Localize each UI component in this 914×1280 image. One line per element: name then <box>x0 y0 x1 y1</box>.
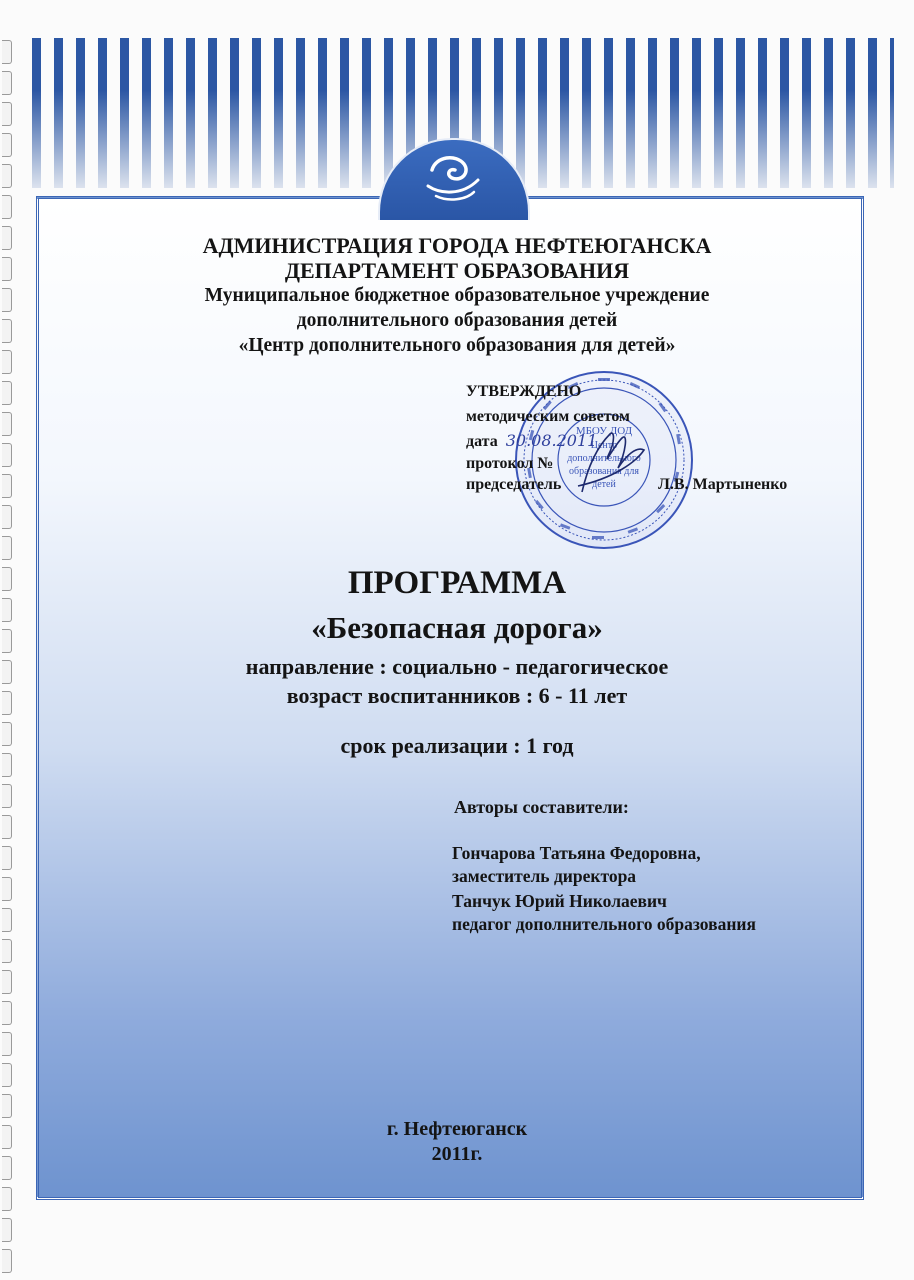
binding-ring <box>2 970 12 994</box>
author-1-name: Гончарова Татьяна Федоровна, <box>452 843 701 863</box>
binding-ring <box>2 133 12 157</box>
author-1-role: заместитель директора <box>452 866 637 886</box>
binding-ring <box>2 846 12 870</box>
header-department: ДЕПАРТАМЕНТ ОБРАЗОВАНИЯ <box>284 258 630 283</box>
approved-label: УТВЕРЖДЕНО <box>466 383 582 400</box>
program-direction: направление : социально - педагогическое <box>245 654 669 679</box>
protocol-label: протокол № <box>466 455 554 472</box>
binding-ring <box>2 71 12 95</box>
approved-by: методическим советом <box>466 408 630 425</box>
binding-ring <box>2 505 12 529</box>
header-institution-name: «Центр дополнительного образования для детей» <box>238 335 676 356</box>
seal-line-5: детей <box>592 479 616 490</box>
seal-line-3: дополнительного <box>567 453 641 464</box>
binding-ring <box>2 815 12 839</box>
binding-ring <box>2 908 12 932</box>
binding-ring <box>2 102 12 126</box>
header-administration: АДМИНИСТРАЦИЯ ГОРОДА НЕФТЕЮГАНСКА <box>202 233 712 258</box>
program-heading: ПРОГРАММА <box>347 565 567 601</box>
footer-year: 2011г. <box>431 1143 483 1165</box>
binding-ring <box>2 40 12 64</box>
chair-name: Л.В. Мартыненко <box>658 476 788 493</box>
seal-line-1: МБОУ ДОД <box>575 425 633 437</box>
authors-heading: Авторы составители: <box>454 797 629 817</box>
binding-ring <box>2 1249 12 1273</box>
seal-line-2: Центр <box>590 440 618 451</box>
binding-ring <box>2 1063 12 1087</box>
binding-ring <box>2 474 12 498</box>
author-2-name: Танчук Юрий Николаевич <box>452 891 667 911</box>
binding-ring <box>2 1001 12 1025</box>
program-age: возраст воспитанников : 6 - 11 лет <box>286 683 628 708</box>
header-institution-type-2: дополнительного образования детей <box>296 310 618 331</box>
binding-ring <box>2 381 12 405</box>
binding-ring <box>2 412 12 436</box>
binding-ring <box>2 536 12 560</box>
header-institution-type: Муниципальное бюджетное образовательное учреждение <box>204 285 710 306</box>
binding-ring <box>2 195 12 219</box>
chair-label: председатель <box>466 476 562 493</box>
author-2-role: педагог дополнительного образования <box>452 914 756 934</box>
binding-ring <box>2 1218 12 1242</box>
footer-city: г. Нефтеюганск <box>386 1118 528 1140</box>
program-term: срок реализации : 1 год <box>340 733 574 758</box>
binding-ring <box>2 443 12 467</box>
binding-ring <box>2 1187 12 1211</box>
date-label-text: дата <box>466 433 498 450</box>
emblem-swirl-icon <box>422 150 486 206</box>
seal-line-4: образования для <box>569 466 639 477</box>
binding-ring <box>2 877 12 901</box>
program-title: «Безопасная дорога» <box>311 610 603 645</box>
binding-ring <box>2 939 12 963</box>
date-handwritten: 30.08.2011 <box>505 431 598 450</box>
signature <box>518 416 668 496</box>
binding-ring <box>2 784 12 808</box>
binding-ring <box>2 164 12 188</box>
binding-ring <box>2 1094 12 1118</box>
binding-ring <box>2 1032 12 1056</box>
